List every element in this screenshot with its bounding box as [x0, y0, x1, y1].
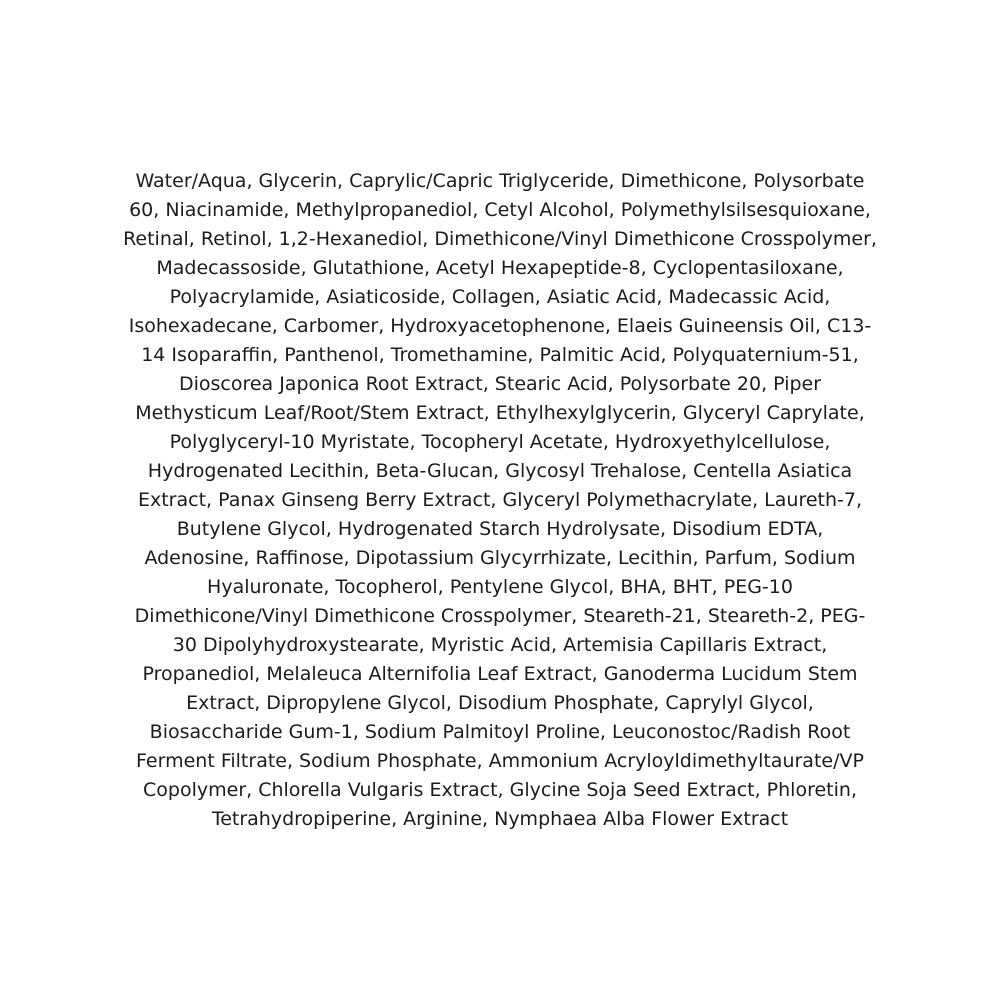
ingredient-line-12: Extract, Panax Ginseng Berry Extract, Glyceryl Polymethacrylate, Laureth-7, — [137, 489, 863, 511]
ingredient-line-3: Retinal, Retinol, 1,2-Hexanediol, Dimethicone/Vinyl Dimethicone Crosspolymer, — [123, 228, 877, 250]
ingredient-line-13: Butylene Glycol, Hydrogenated Starch Hydrolysate, Disodium EDTA, — [176, 518, 824, 540]
ingredient-line-23: Tetrahydropiperine, Arginine, Nymphaea Alba Flower Extract — [211, 808, 789, 830]
ingredient-line-14: Adenosine, Raffinose, Dipotassium Glycyrrhizate, Lecithin, Parfum, Sodium — [144, 547, 856, 569]
ingredient-line-21: Ferment Filtrate, Sodium Phosphate, Ammonium Acryloyldimethyltaurate/VP — [136, 750, 864, 772]
ingredient-line-18: Propanediol, Melaleuca Alternifolia Leaf Extract, Ganoderma Lucidum Stem — [142, 663, 858, 685]
ingredient-line-11: Hydrogenated Lecithin, Beta-Glucan, Glycosyl Trehalose, Centella Asiatica — [147, 460, 853, 482]
ingredient-line-7: 14 Isoparaffin, Panthenol, Tromethamine, Palmitic Acid, Polyquaternium-51, — [141, 344, 859, 366]
ingredient-line-9: Methysticum Leaf/Root/Stem Extract, Ethylhexylglycerin, Glyceryl Caprylate, — [135, 402, 865, 424]
ingredient-line-6: Isohexadecane, Carbomer, Hydroxyacetophenone, Elaeis Guineensis Oil, C13- — [128, 315, 872, 337]
ingredient-line-2: 60, Niacinamide, Methylpropanediol, Cetyl Alcohol, Polymethylsilsesquioxane, — [129, 199, 871, 221]
ingredient-line-15: Hyaluronate, Tocopherol, Pentylene Glycol, BHA, BHT, PEG-10 — [207, 576, 793, 598]
ingredient-line-4: Madecassoside, Glutathione, Acetyl Hexapeptide-8, Cyclopentasiloxane, — [156, 257, 844, 279]
ingredient-line-5: Polyacrylamide, Asiaticoside, Collagen, Asiatic Acid, Madecassic Acid, — [169, 286, 831, 308]
ingredient-line-20: Biosaccharide Gum-1, Sodium Palmitoyl Proline, Leuconostoc/Radish Root — [149, 721, 851, 743]
ingredient-line-10: Polyglyceryl-10 Myristate, Tocopheryl Acetate, Hydroxyethylcellulose, — [169, 431, 831, 453]
ingredient-line-1: Water/Aqua, Glycerin, Caprylic/Capric Triglyceride, Dimethicone, Polysorbate — [135, 170, 865, 192]
ingredient-line-22: Copolymer, Chlorella Vulgaris Extract, Glycine Soja Seed Extract, Phloretin, — [143, 779, 857, 801]
ingredient-line-16: Dimethicone/Vinyl Dimethicone Crosspolymer, Steareth-21, Steareth-2, PEG- — [134, 605, 866, 627]
ingredient-line-17: 30 Dipolyhydroxystearate, Myristic Acid, Artemisia Capillaris Extract, — [172, 634, 828, 656]
ingredient-line-8: Dioscorea Japonica Root Extract, Stearic Acid, Polysorbate 20, Piper — [178, 373, 822, 395]
ingredient-list — [60, 167, 940, 834]
ingredient-line-19: Extract, Dipropylene Glycol, Disodium Phosphate, Caprylyl Glycol, — [186, 692, 814, 714]
